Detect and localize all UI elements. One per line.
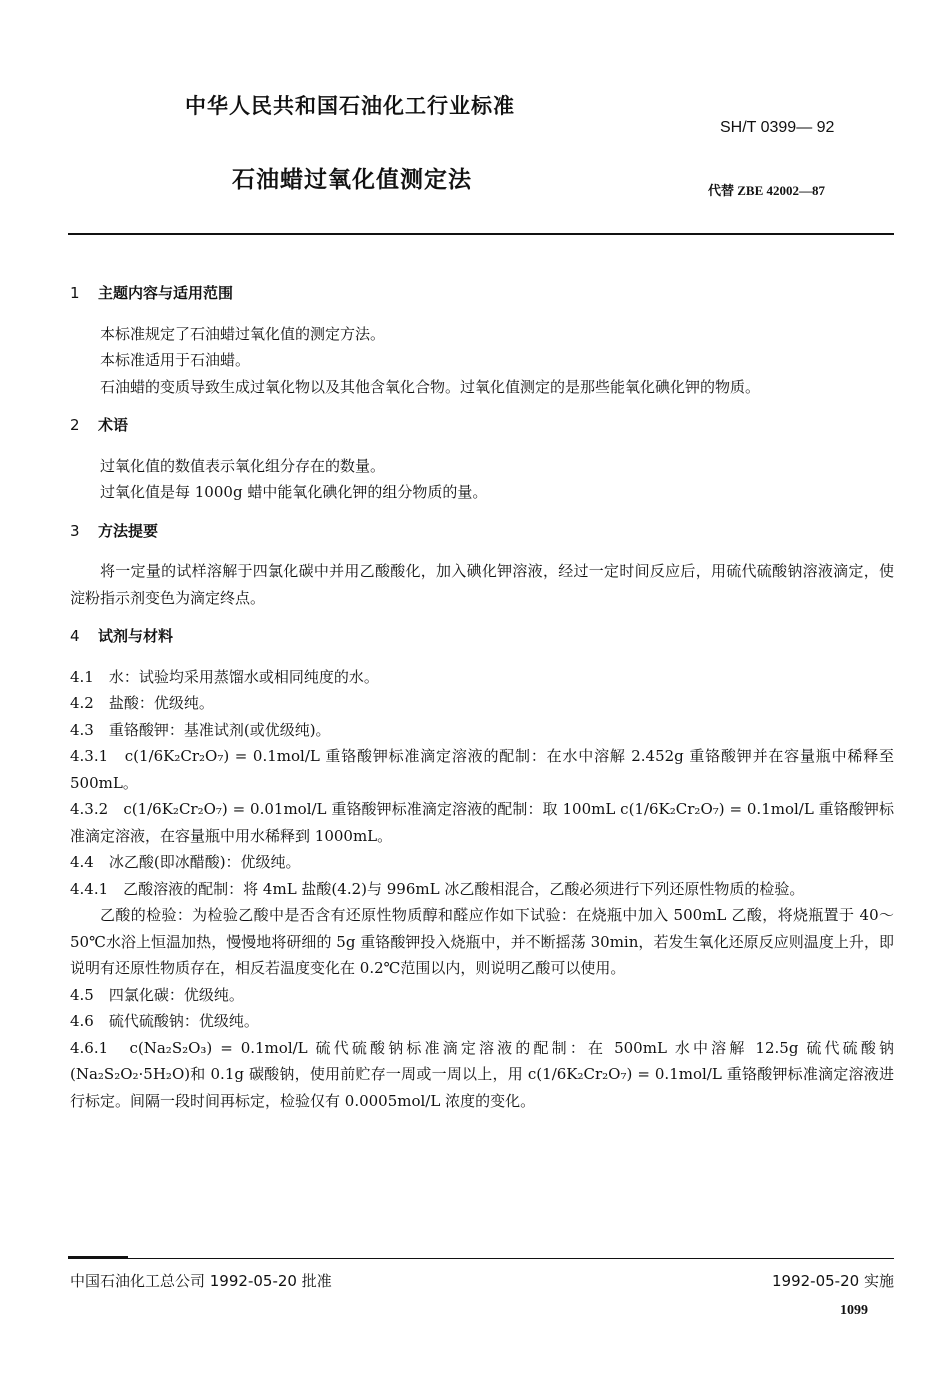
section-heading xyxy=(70,280,894,307)
footer-rule xyxy=(68,1258,894,1259)
clause-4-2: 4.2 盐酸：优级纯。 xyxy=(70,694,214,712)
clause-4-4: 4.4 冰乙酸(即冰醋酸)：优级纯。 xyxy=(70,853,301,871)
page-number: 1099 xyxy=(840,1303,868,1318)
section-number: 2 xyxy=(70,416,80,434)
paragraph: 过氧化值的数值表示氧化组分存在的数量。 xyxy=(100,456,386,475)
standard-code: SH/T 0399— 92 xyxy=(720,119,835,136)
standard-organization: 中华人民共和国石油化工行业标准 xyxy=(185,94,515,118)
header-rule xyxy=(68,233,894,235)
clause-4-6: 4.6 硫代硫酸钠：优级纯。 xyxy=(70,1012,259,1030)
section-heading xyxy=(70,518,894,545)
section-title: 主题内容与适用范围 xyxy=(98,284,234,302)
section-number: 1 xyxy=(70,284,80,302)
document-title: 石油蜡过氧化值测定法 xyxy=(232,167,472,193)
approval-line: 中国石油化工总公司 1992-05-20 批准 xyxy=(70,1272,332,1290)
section-title: 方法提要 xyxy=(98,521,159,540)
paragraph: 石油蜡的变质导致生成过氧化物以及其他含氧化合物。过氧化值测定的是那些能氧化碘化钾的物质。 xyxy=(100,377,761,396)
section-number: 4 xyxy=(70,627,80,645)
clause-4-4-1: 4.4.1 乙酸溶液的配制：将 4mL 盐酸(4.2)与 996mL 冰乙酸相混合，乙酸必须进行下列还原性物质的检验。 xyxy=(70,879,805,898)
acid-test-paragraph: 乙酸的检验：为检验乙酸中是否含有还原性物质醇和醛应作如下试验：在烧瓶中加入 500mL 乙酸，将烧瓶置于 40～50℃水浴上恒温加热，慢慢地将研细的 5g 重铬酸钾投入烧瓶中，并不断摇荡 30min，若发生氧化还原反应则温度上升，即说明有还原性物质存在，相反若温度变化在 0.2℃范围以内，则说明乙酸可以使用。 xyxy=(70,906,894,977)
clause-4-5: 4.5 四氯化碳：优级纯。 xyxy=(70,985,244,1004)
paragraph: 将一定量的试样溶解于四氯化碳中并用乙酸酸化，加入碘化钾溶液，经过一定时间反应后，用硫代硫酸钠溶液滴定，使淀粉指示剂变色为滴定终点。 xyxy=(70,562,894,607)
section-title: 术语 xyxy=(98,416,129,434)
paragraph: 本标准规定了石油蜡过氧化值的测定方法。 xyxy=(100,324,386,343)
paragraph: 过氧化值是每 1000g 蜡中能氧化碘化钾的组分物质的量。 xyxy=(100,483,488,501)
clause-4-6-1: 4.6.1 c(Na₂S₂O₃) = 0.1mol/L 硫代硫酸钠标准滴定溶液的配制：在 500mL 水中溶解 12.5g 硫代硫酸钠(Na₂S₂O₂·5H₂O)和 0.1g 碳酸钠，使用前贮存一周或一周以上，用 c(1/6K₂Cr₂O₇) = 0.1mol/L 重铬酸钾标准滴定溶液进行标定。间隔一段时间再标定，检验仅有 0.0005mol/L 浓度的变化。 xyxy=(70,1038,894,1110)
clause-4-1: 4.1 水：试验均采用蒸馏水或相同纯度的水。 xyxy=(70,667,379,686)
section-title: 试剂与材料 xyxy=(98,627,174,645)
paragraph: 本标准适用于石油蜡。 xyxy=(100,351,251,369)
section-heading xyxy=(70,623,894,650)
clause-4-3: 4.3 重铬酸钾：基准试剂(或优级纯)。 xyxy=(70,720,331,739)
clause-4-3-2: 4.3.2 c(1/6K₂Cr₂O₇) = 0.01mol/L 重铬酸钾标准滴定溶液的配制：取 100mL c(1/6K₂Cr₂O₇) = 0.1mol/L 重铬酸钾标准滴定溶液，在容量瓶中用水稀释到 1000mL。 xyxy=(70,800,894,845)
clause-4-3-1: 4.3.1 c(1/6K₂Cr₂O₇) = 0.1mol/L 重铬酸钾标准滴定溶液的配制：在水中溶解 2.452g 重铬酸钾并在容量瓶中稀释至 500mL。 xyxy=(70,747,894,792)
effective-date: 1992-05-20 实施 xyxy=(772,1272,894,1290)
section-number: 3 xyxy=(70,521,80,540)
section-heading xyxy=(70,412,894,439)
document-body xyxy=(70,280,894,1114)
replaces-standard: 代替 ZBE 42002—87 xyxy=(708,183,826,198)
